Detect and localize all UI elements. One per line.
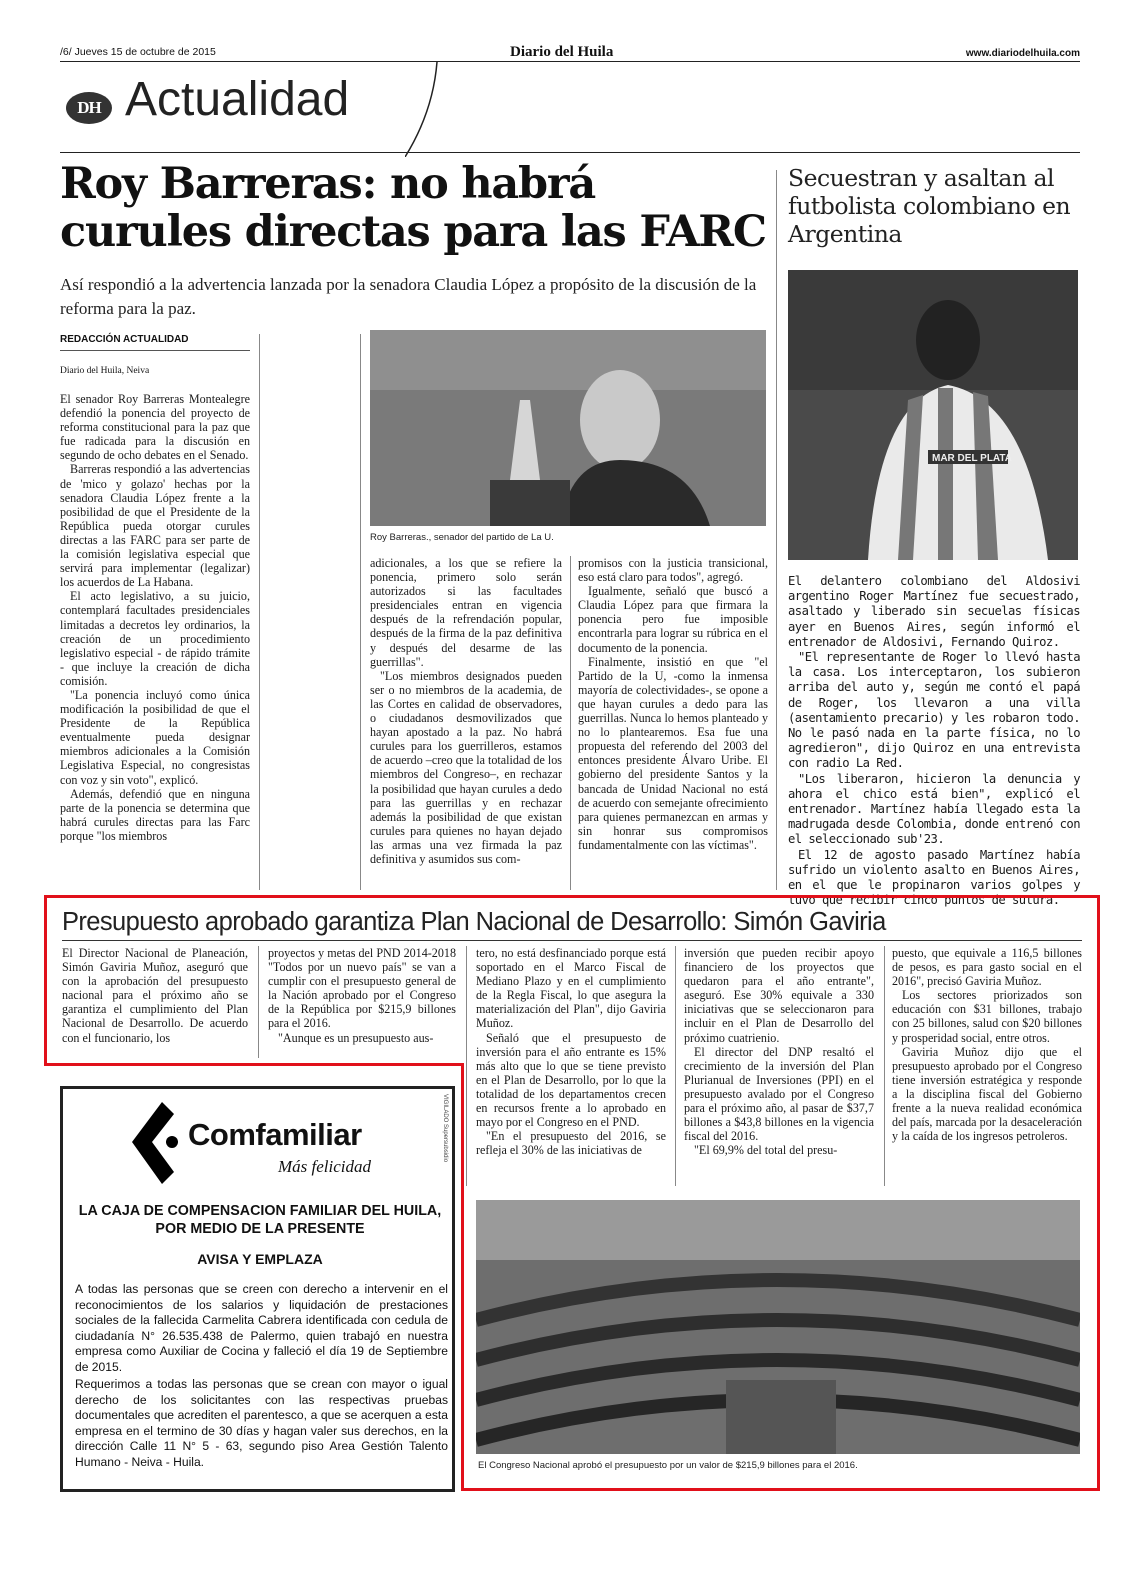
main-article-col2: adicionales, a los que se refiere la ponencia, primero solo serán autorizados si las facultades presidenciales entran en vigencia después de la refrendación popular, después de la firma de la paz definitiva y después del desarme de las guerrillas". "Los miembros designados pueden ser o no miembros de la academia, de las Cortes en calidad de observadores, o ciudadanos desmovilizados que hayan apostado a la paz. No habrá curules para los guerrilleros, estamos de acuerdo –creo que la totalidad de los miembros del Congreso–, en rechazar la posibilidad que hayan curules a dedo para las guerrillas y en rechazar además la posibilidad de que existan curules para quienes no hayan dejado las armas una vez firmada la paz definitiva y asumidos sus com- [370, 556, 562, 866]
jersey-text: MAR DEL PLATA [932, 453, 1012, 464]
budget-col4: inversión que pueden recibir apoyo financiero de los proyectos que quedaron para el año entrante", aseguró. Ese 30% equivale a 330 iniciativas que se seleccionaron para incluir en el Plan de Desarrollo del próximo cuatrienio. El director del DNP resaltó el crecimiento de la inversión del Plan Plurianual de Inversiones (PPI) en el presupuesto avalado por el Congreso para el próximo año, al pasar de $37,7 billones a $43,8 billones en la vigencia fiscal del 2016. "El 69,9% del total del presu- [684, 946, 874, 1158]
congress-photo-caption: El Congreso Nacional aprobó el presupuesto por un valor de $215,9 billones para el 2016. [478, 1460, 858, 1471]
budget-col2: proyectos y metas del PND 2014-2018 "Todos por un nuevo país" se van a cumplir con el presupuesto general de la Nación aprobado por el Congreso de la República por $215,9 billones para el 2016. "Aunque es un presupuesto aus- [268, 946, 456, 1045]
main-deck: Así respondió a la advertencia lanzada por la senadora Claudia López a propósito de la discusión de la reforma para la paz. [60, 275, 757, 318]
main-photo-caption: Roy Barreras., senador del partido de La U. [370, 532, 554, 543]
side-divider [776, 170, 777, 890]
main-article-col1: El senador Roy Barreras Montealegre defendió la ponencia del proyecto de reforma constitucional para la paz que fue radicada para la discusión en segundo de ocho debates en el Senado. Barreras respondió a las advertencias de 'mico y golazo' hechas por la senadora Claudia López frente a la posibilidad de que el Presidente de la República pueda otorgar curules directas a las FARC para ser parte de la comisión legislativa especial que servirá para implementar (legalizar) los acuerdos de La Habana. El acto legislativo, a su juicio, contemplará facultades presidenciales limitadas a decretos ley ordinarios, la creación de un procedimiento legislativo especial - de rápido trámite - que incluye la creación de dicha comisión. "La ponencia incluyó como única modificación la posibilidad de que el Presidente de la República eventualmente pueda designar miembros adicionales a la Comisión Legislativa Especial, no congresistas con voz y sin voto", explicó. Además, defendió que en ninguna parte de la ponencia se determina que habrá curules directas para las Farc porque "los miembros [60, 392, 250, 843]
budget-col5: puesto, que equivale a 116,5 billones de pesos, es para gasto social en el 2016", precisó Gaviria Muñoz. Los sectores priorizados son educación con $31 billones, trabajo con 25 billones, salud con $20 billones y prosperidad social, entre otros. Gaviria Muñoz dijo que el presupuesto aprobado por el Congreso tiene inversión estratégica y responde a la disciplina fiscal del Gobierno frente a la nueva realidad económica del país, marcada por la desaceleración y la caída de los ingresos petroleros. [892, 946, 1082, 1144]
column-divider [258, 946, 259, 1058]
main-photo [370, 330, 766, 526]
comfamiliar-logo-icon [128, 1102, 184, 1184]
footballer-photo [788, 270, 1078, 560]
column-divider [884, 946, 885, 1186]
ad-slogan: Más felicidad [278, 1157, 372, 1176]
budget-headline-divider [62, 940, 1082, 941]
budget-col1: El Director Nacional de Planeación, Simón Gaviria Muñoz, aseguró que con la aprobación del presupuesto nacional para el próximo año se garantiza el cumplimiento del Plan Nacional de Desarrollo. De acuerdo con el funcionario, los [62, 946, 248, 1045]
ad-vertical-note: VIGILADO Supersubsidio [442, 1094, 448, 1163]
ad-heading: LA CAJA DE COMPENSACION FAMILIAR DEL HUILA, POR MEDIO DE LA PRESENTE [78, 1203, 442, 1237]
congress-photo [476, 1200, 1080, 1454]
dateline: Diario del Huila, Neiva [60, 366, 150, 376]
decorative-slash [405, 62, 445, 157]
budget-col3: tero, no está desfinanciado porque está soportado en el Marco Fiscal de Mediano Plazo y en el cumplimiento de la Regla Fiscal, lo que asegura la materialización del Plan", dijo Gaviria Muñoz. Señaló que el presupuesto de inversión para el año entrante es 15% más alto que lo que se tiene previsto en el Plan de Desarrollo, por lo que la totalidad de los departamentos crecen en recursos frente a lo aprobado en mayo por el Congreso en el PND. "En el presupuesto del 2016, se refleja el 30% de las iniciativas de [476, 946, 666, 1158]
main-headline: Roy Barreras: no habrá curules directas para las FARC [60, 159, 766, 257]
page-header [60, 44, 1080, 62]
column-divider [570, 556, 571, 890]
section-logo: DH [66, 92, 112, 124]
highlight-box-join [44, 1063, 464, 1066]
byline: REDACCIÓN ACTUALIDAD [60, 334, 189, 345]
column-divider [675, 946, 676, 1186]
website-link[interactable]: www.diariodelhuila.com [965, 48, 1080, 59]
masthead: Diario del Huila [510, 44, 614, 60]
column-divider [259, 334, 260, 890]
main-article-col3: promisos con la justicia transicional, eso está claro para todos", agregó. Igualmente, señaló que buscó a Claudia López para que firmara la ponencia pero fue imposible encontrarla para lograr su rúbrica en el documento de la ponencia. Finalmente, insistió en que "el Partido de la U, -como la inmensa mayoría de colectividades-, se opone a que hayan curules a dedo para las guerrillas. Nunca lo hemos planteado y no lo plantearemos. Esa fue una propuesta del referendo del 2003 del entonces presidente Álvaro Uribe. El gobierno del presidente Santos y la bancada de Unidad Nacional no está de acuerdo con semejante ofrecimiento para quienes permanezcan en armas y sin honrar sus compromisos fundamentalmente con las víctimas". [578, 556, 768, 852]
ad-brand: Comfamiliar [188, 1117, 362, 1152]
column-divider [360, 334, 361, 890]
budget-headline: Presupuesto aprobado garantiza Plan Nacional de Desarrollo: Simón Gaviria [62, 908, 886, 936]
side-article-body: El delantero colombiano del Aldosivi argentino Roger Martínez fue secuestrado, asaltado y liberado sin secuelas físicas ayer en Buenos Aires, según informó el entrenador de Aldosivi, Fernando Quiroz. "El representante de Roger lo llevó hasta la casa. Los interceptaron, los subieron arriba del auto y, según me contó el papá de Roger, los llevaron a una villa (asentamiento precario) y les robaron todo. No le pasó nada en la parte física, no lo agredieron", dijo Quiroz en una entrevista con radio La Red. "Los liberaron, hicieron la denuncia y ahora el chico está bien", explicó el entrenador. Martínez había llegado esta la madrugada desde Colombia, donde entrenó con el seleccionado sub'23. El 12 de agosto pasado Martínez había sufrido un violento asalto en Buenos Aires, en el que le propinaron varios golpes y tuvo que recibir cinco puntos de sutura. [788, 574, 1080, 908]
section-divider [60, 152, 1080, 153]
ad-subheading: AVISA Y EMPLAZA [197, 1251, 323, 1267]
side-headline: Secuestran y asaltan al futbolista colombiano en Argentina [788, 164, 1071, 248]
column-divider [466, 946, 467, 1186]
section-title: Actualidad [125, 73, 350, 126]
ad-body-1: A todas las personas que se creen con derecho a intervenir en el reconocimientos de los salarios y liquidación de prestaciones sociales de la fallecida Carmelita Cabrera identificada con cedula de ciudadanía N° 26.535.438 de Palermo, quien trabajó en nuestra empresa como Auxiliar de Cocina y falleció el día 19 de Septiembre de 2015. [75, 1282, 448, 1374]
byline-divider [60, 350, 250, 351]
ad-body-2: Requerimos a todas las personas que se crean con mayor o igual derecho de los solicitantes con las respectivas pruebas documentales que acrediten el parentesco, a que se acerquen a esta empresa en el termino de 30 días y hagan valer sus derechos, en la dirección Calle 11 N° 5 - 63, segundo piso Area Gestión Talento Humano - Neiva - Huila. [75, 1377, 448, 1469]
page-date: /6/ Jueves 15 de octubre de 2015 [60, 46, 216, 58]
